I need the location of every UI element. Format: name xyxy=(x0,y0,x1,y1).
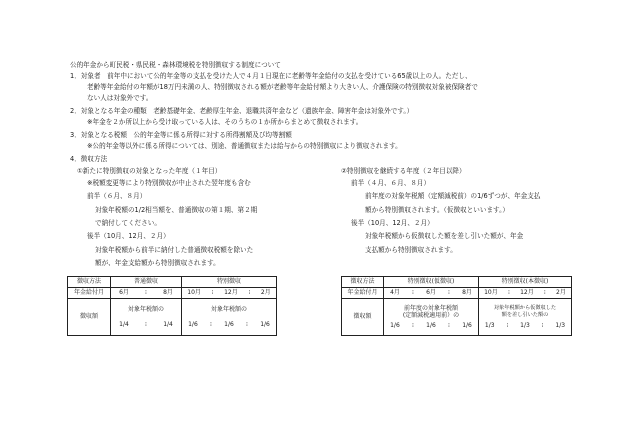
special-desc: 対象年税額の xyxy=(210,306,247,313)
left-note: ※税額変更等により特別徴収が中止された翌年度も含む xyxy=(87,179,251,187)
fraction-cell: 1/3 xyxy=(520,321,530,329)
month-cell: 8月 xyxy=(163,289,173,297)
row-label-month: 年金給付月 xyxy=(342,288,384,299)
month-cell: 10月 xyxy=(187,289,201,297)
row-label-amount: 徴収額 xyxy=(68,299,111,336)
section-1-line-1: 1．対象者 前年中において公的年金等の支払を受けた人で４月１日現在に老齢等年金給付の支払を受けている65歳以上の人。ただし、 xyxy=(70,72,472,80)
section-2-line-1: 2．対象となる年金の種類 老齢基礎年金、老齢厚生年金、退職共済年金など（遺族年金、障害年金は対象外です。） xyxy=(70,107,414,115)
month-cell: 6月 xyxy=(119,289,129,297)
month-cell: 2月 xyxy=(260,289,271,297)
fraction-cell: 1/6 xyxy=(260,320,270,328)
left-heading: ①新たに特別徴収の対象となった年度（１年目） xyxy=(77,167,222,175)
right-second-desc-2: 支払額から特別徴収されます。 xyxy=(365,246,457,254)
months-provisional: 4月 ⁝ 6月 ⁝ 8月 xyxy=(384,288,479,299)
month-cell: 2月 xyxy=(556,289,566,297)
provisional-desc-2: (定額減税適用前）の xyxy=(402,312,460,320)
amount-special: 対象年税額の 1/6 ⁝ 1/6 ⁝ 1/6 xyxy=(182,299,277,336)
amount-provisional: 前年度の対象年税額 (定額減税適用前）の 1/6 ⁝ 1/6 ⁝ 1/6 xyxy=(384,299,479,336)
main-desc-1: 対象年税額から仮徴収した xyxy=(493,305,557,311)
fraction-cell: 1/3 xyxy=(555,321,566,329)
left-first-desc-1: 対象年税額の1/2相当額を、普通徴収の第１期、第２期 xyxy=(95,206,258,214)
month-cell: 12月 xyxy=(224,289,238,297)
fraction-cell: 1/6 xyxy=(390,321,400,329)
month-cell: 8月 xyxy=(462,289,472,297)
month-cell: 6月 xyxy=(426,289,436,297)
right-second-desc-1: 対象年税額から仮徴収した額を差し引いた額が、年金 xyxy=(365,232,524,240)
section-4-heading: 4．徴収方法 xyxy=(70,155,108,163)
months-main: 10月 ⁝ 12月 ⁝ 2月 xyxy=(479,288,572,299)
month-cell: 4月 xyxy=(390,289,400,297)
fraction-cell: 1/6 xyxy=(224,320,234,328)
amount-main: 対象年税額から仮徴収した 額を差し引いた額の 1/3 ⁝ 1/3 ⁝ 1/3 xyxy=(479,299,572,336)
section-1-line-3: ない人は対象外です。 xyxy=(87,94,153,102)
header-special: 特別徴収 xyxy=(182,277,277,288)
fraction-cell: 1/4 xyxy=(163,320,173,328)
fraction-cell: 1/6 xyxy=(462,321,472,329)
right-heading: ②特別徴収を継続する年度（２年目以降） xyxy=(341,167,466,175)
right-first-half: 前半（４月、６月、８月） xyxy=(351,179,431,187)
fraction-cell: 1/6 xyxy=(188,320,198,328)
right-schedule-table xyxy=(341,276,572,336)
months-special: 10月 ⁝ 12月 ⁝ 2月 xyxy=(182,288,277,299)
provisional-desc-1: 前年度の対象年税額 xyxy=(403,304,458,312)
amount-normal: 対象年税額の 1/4 ⁝ 1/4 xyxy=(111,299,182,336)
doc-title: 公的年金から町民税・県民税・森林環境税を特別徴収する制度について xyxy=(70,61,281,69)
section-2-line-2: ※年金を２か所以上から受け取っている人は、そのうちの１か所からまとめて徴収されます。 xyxy=(87,118,363,126)
header-provisional: 特別徴収(仮徴収) xyxy=(384,277,479,288)
section-3-line-2: ※公的年金等以外に係る所得については、別途、普通徴収または給与からの特別徴収により徴収されます。 xyxy=(87,142,402,150)
fraction-cell: 1/3 xyxy=(484,321,495,329)
right-first-desc-1: 前年度の対象年税額（定額減税前）の1/6ずつが、年金支払 xyxy=(365,192,541,200)
row-label-month: 年金給付月 xyxy=(68,288,111,299)
header-method: 徴収方法 xyxy=(342,277,384,288)
month-cell: 12月 xyxy=(520,289,534,297)
header-method: 徴収方法 xyxy=(68,277,111,288)
left-first-half: 前半（６月、８月） xyxy=(87,192,147,200)
fraction-cell: 1/6 xyxy=(426,321,436,329)
main-desc-2: 額を差し引いた額の xyxy=(501,311,549,318)
left-second-half: 後半（10月、12月、２月） xyxy=(87,232,170,240)
normal-desc: 対象年税額の xyxy=(127,306,164,313)
header-main: 特別徴収(本徴収) xyxy=(479,277,572,288)
fraction-cell: 1/4 xyxy=(119,320,129,328)
left-schedule-table xyxy=(67,276,277,336)
section-1-line-2: 老齢等年金給付の年額が18万円未満の人、特別徴収される額が老齢等年金給付額より大きい人、介護保険の特別徴収対象被保険者で xyxy=(87,83,478,91)
left-first-desc-2: で納付してください。 xyxy=(95,219,161,227)
header-normal: 普通徴収 xyxy=(111,277,182,288)
months-normal: 6月 ⁝ 8月 xyxy=(111,288,182,299)
row-label-amount: 徴収額 xyxy=(342,299,384,336)
left-second-desc-2: 額が、年金支給額から特別徴収されます。 xyxy=(95,259,220,267)
right-second-half: 後半（10月、12月、２月） xyxy=(351,219,434,227)
month-cell: 10月 xyxy=(484,289,498,297)
right-first-desc-2: 額から特別徴収されます。（仮徴収といいます。） xyxy=(365,206,509,214)
left-second-desc-1: 対象年税額から前半に納付した普通徴収税額を除いた xyxy=(95,246,254,254)
section-3-line-1: 3．対象となる税額 公的年金等に係る所得に対する所得割額及び均等割額 xyxy=(70,131,292,139)
